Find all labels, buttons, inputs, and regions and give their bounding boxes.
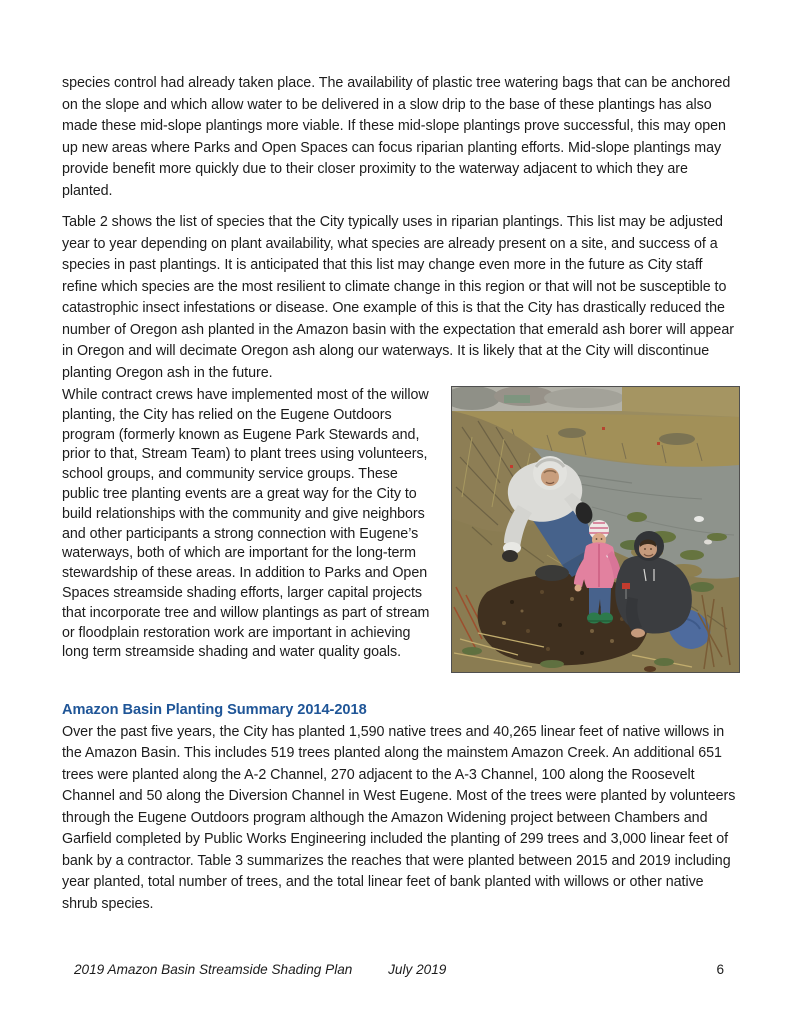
volunteers-photo-illustration [452, 387, 739, 672]
page-number: 6 [716, 962, 724, 977]
volunteers-photo [451, 386, 740, 673]
paragraph-planting-summary: Over the past five years, the City has planted 1,590 native trees and 40,265 linear feet of native willows in the Amazon Basin. This includes 519 trees planted along the mainstem Amazon Creek. An additional 651 trees were planted along the A-2 Channel, 270 adjacent to the A-3 Channel, 100 along the Roosevelt Channel and 50 along the Diversion Channel in West Eugene. Most of the trees were planted by volunteers through the Eugene Outdoors program although the Amazon Widening project between Chambers and Garfield completed by Public Works Engineering included the planting of 299 trees and 3,000 linear feet of bank by a contractor. Table 3 summarizes the reaches that were planted between 2015 and 2019 including year planted, total number of trees, and the total linear feet of bank planted with willows or other native shrub species. [62, 723, 736, 912]
paragraph-species-list: Table 2 shows the list of species that the City typically uses in riparian plantings. This list may be adjusted year to year depending on plant availability, what species are already present on a site, and success of a species in past plantings. It is anticipated that this list may change even more in the future as City staff refine which species are the most resilient to climate change in this region or that will not be susceptible to catastrophic insect infestations or disease. One example of this is that the City has drastically reduced the number of Oregon ash planted in the Amazon basin with the expectation that emerald ash borer will appear in Oregon and will decimate Oregon ash along our waterways. It is likely that at the City will discontinue planting Oregon ash in the future. [62, 214, 734, 381]
footer-document-title: 2019 Amazon Basin Streamside Shading Plan [74, 962, 353, 977]
paragraph-volunteer-planting: While contract crews have implemented most of the willow planting, the City has relied on the Eugene Outdoors program (formerly known as Eugene Park Stewards and, prior to that, Stream Team) to plant trees using volunteers, school groups, and community service groups. These public tree planting events are a great way for the City to build relationships with the community and give neighbors and other participants a strong connection with Eugene’s waterways, both of which are important for the long-term stewardship of these areas. In addition to Parks and Open Spaces streamside shading efforts, larger capital projects that incorporate tree and willow plantings as part of stream or floodplain restoration work are important in achieving long term streamside shading and water quality goals. [62, 387, 430, 661]
paragraph-mid-slope-plantings: species control had already taken place. The availability of plastic tree watering bags that can be anchored on the slope and which allow water to be delivered in a slow drip to the base of these plantings has also made these mid-slope plantings more viable. If these mid-slope plantings prove successful, this may open up new areas where Parks and Open Spaces can focus riparian planting efforts. Mid-slope plantings may provide benefit more quickly due to their closer proximity to the waterway adjacent to which they are planted. [62, 75, 731, 199]
footer-date: July 2019 [388, 962, 447, 977]
photo-text-section [62, 386, 740, 681]
section-heading-planting-summary: Amazon Basin Planting Summary 2014-2018 [62, 702, 367, 718]
page-body [62, 73, 740, 925]
page-footer [62, 962, 740, 977]
